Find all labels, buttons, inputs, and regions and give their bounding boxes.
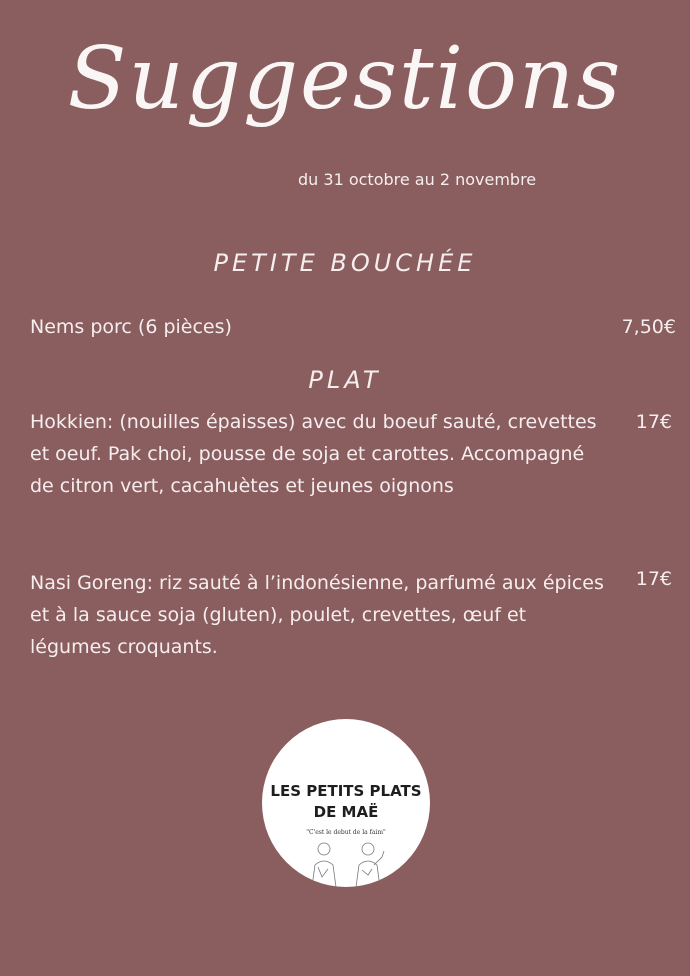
menu-item-price: 17€: [635, 568, 672, 590]
page-title: Suggestions: [67, 29, 623, 129]
menu-item-description: Hokkien: (nouilles épaisses) avec du boeuf sauté, crevettes et oeuf. Pak choi, pousse de soja et carottes. Accompagné de citron vert, cacahuètes et jeunes oignons: [30, 411, 597, 497]
section-title-plat: PLAT: [308, 366, 382, 394]
section-title-petite-bouchee: PETITE BOUCHÉE: [213, 249, 477, 277]
menu-item-description: Nasi Goreng: riz sauté à l’indonésienne, parfumé aux épices et à la sauce soja (gluten), poulet, crevettes, œuf et légumes croquants.: [30, 572, 604, 658]
date-range: du 31 octobre au 2 novembre: [298, 170, 537, 189]
people-illustration-icon: [302, 837, 392, 887]
logo-name-line-1: LES PETITS PLATS: [270, 782, 422, 800]
menu-item-description: Nems porc (6 pièces): [30, 316, 232, 338]
logo-name-line-2: DE MAË: [313, 803, 379, 821]
menu-item-price: 7,50€: [621, 316, 676, 338]
logo-tagline: "C'est le debut de la faim": [306, 829, 386, 836]
restaurant-logo: [262, 719, 430, 887]
menu-item-price: 17€: [635, 411, 672, 433]
